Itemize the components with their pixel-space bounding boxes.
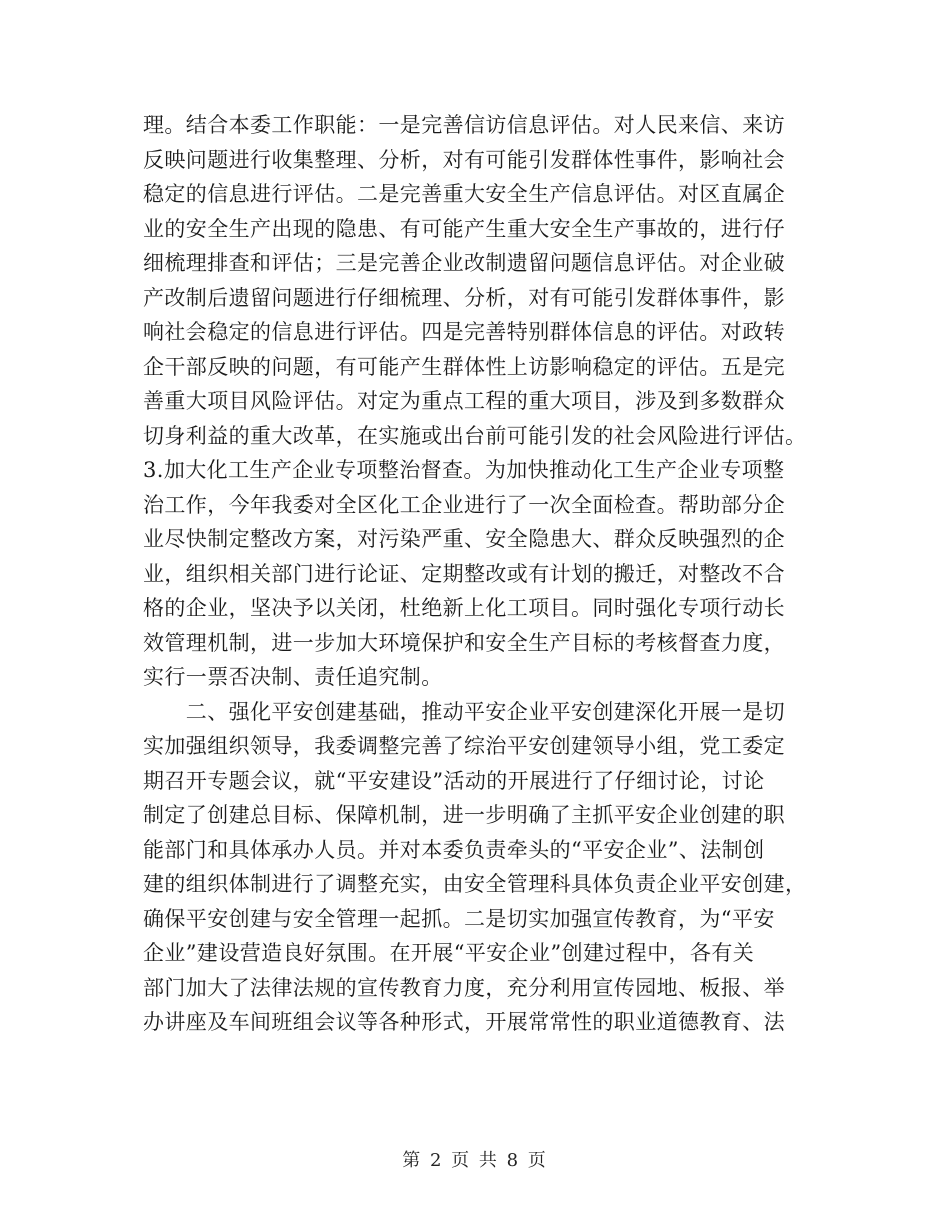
text-line: 实行一票否决制、责任追究制。 xyxy=(143,665,443,689)
text-line: 实加强组织领导，我委调整完善了综治平安创建领导小组，党工委定 xyxy=(143,734,785,758)
text-line: 建的组织体制进行了调整充实，由安全管理科具体负责企业平安创建， xyxy=(143,872,807,896)
text-line: 部门加大了法律法规的宣传教育力度，充分利用宣传园地、板报、举 xyxy=(143,975,785,1000)
text-line: 治工作，今年我委对全区化工企业进行了一次全面检查。帮助部分企 xyxy=(143,492,785,517)
text-line: 效管理机制，进一步加大环境保护和安全生产目标的考核督查力度， xyxy=(143,630,785,655)
text-line: 期召开专题会议，就“平安建设”活动的开展进行了仔细讨论，讨论 xyxy=(143,768,765,793)
text-line: 能部门和具体承办人员。并对本委负责牵头的“平安企业”、法制创 xyxy=(143,837,765,862)
body-text xyxy=(143,108,823,1040)
text-line: 确保平安创建与安全管理一起抓。二是切实加强宣传教育，为“平安 xyxy=(143,906,775,931)
text-line: 3.加大化工生产企业专项整治督查。为加快推动化工生产企业专项整 xyxy=(143,458,785,482)
text-line: 格的企业，坚决予以关闭，杜绝新上化工项目。同时强化专项行动长 xyxy=(143,596,785,620)
text-line: 制定了创建总目标、保障机制，进一步明确了主抓平安企业创建的职 xyxy=(143,803,785,827)
text-line: 办讲座及车间班组会议等各种形式，开展常常性的职业道德教育、法 xyxy=(143,1010,785,1034)
text-line: 响社会稳定的信息进行评估。四是完善特别群体信息的评估。对政转 xyxy=(143,320,785,344)
text-line: 产改制后遗留问题进行仔细梳理、分析，对有可能引发群体事件，影 xyxy=(143,285,785,310)
text-line: 业尽快制定整改方案，对污染严重、安全隐患大、群众反映强烈的企 xyxy=(143,527,785,551)
text-line: 细梳理排查和评估；三是完善企业改制遗留问题信息评估。对企业破 xyxy=(143,251,785,275)
text-line: 二、强化平安创建基础，推动平安企业平安创建深化开展一是切 xyxy=(143,699,785,724)
page-number-footer: 第 2 页 共 8 页 xyxy=(402,1150,548,1171)
text-line: 稳定的信息进行评估。二是完善重大安全生产信息评估。对区直属企 xyxy=(143,182,785,206)
text-line: 企业”建设营造良好氛围。在开展“平安企业”创建过程中，各有关 xyxy=(143,941,755,965)
text-line: 理。结合本委工作职能：一是完善信访信息评估。对人民来信、来访 xyxy=(143,113,785,137)
text-line: 业，组织相关部门进行论证、定期整改或有计划的搬迁，对整改不合 xyxy=(143,561,785,586)
text-line: 企干部反映的问题，有可能产生群体性上访影响稳定的评估。五是完 xyxy=(143,354,785,379)
text-line: 切身利益的重大改革，在实施或出台前可能引发的社会风险进行评估。 xyxy=(143,423,807,448)
text-line: 反映问题进行收集整理、分析，对有可能引发群体性事件，影响社会 xyxy=(143,147,785,172)
text-line: 业的安全生产出现的隐患、有可能产生重大安全生产事故的，进行仔 xyxy=(143,216,785,241)
text-line: 善重大项目风险评估。对定为重点工程的重大项目，涉及到多数群众 xyxy=(143,389,785,413)
